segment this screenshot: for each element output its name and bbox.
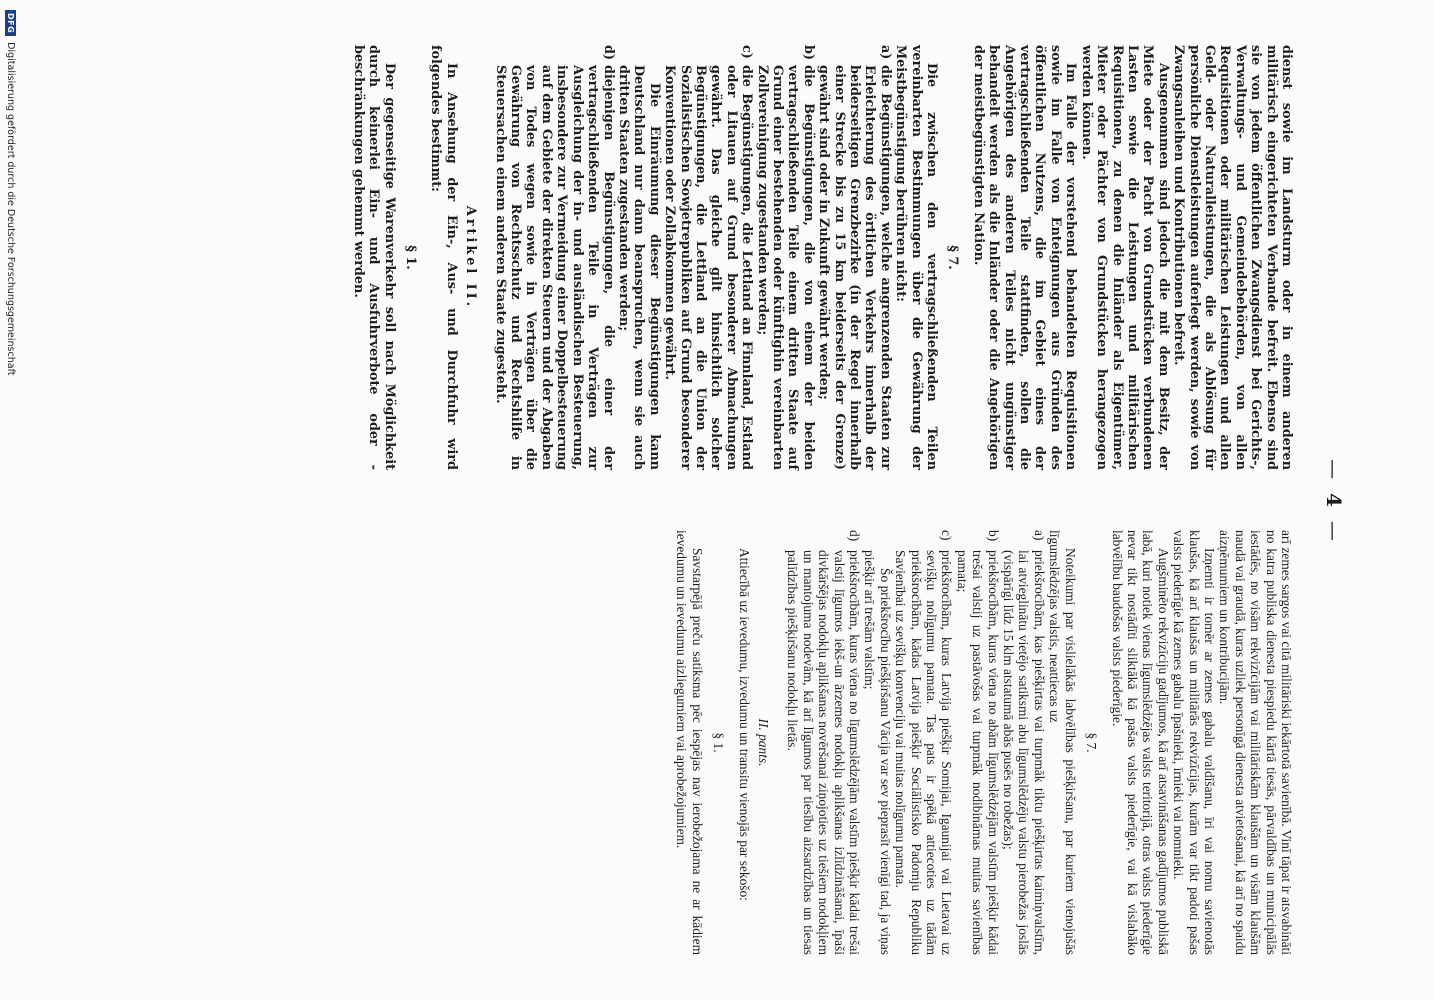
paragraph: Izņemti ir tomēr ar zemes gabalu valdīšanu, īri vai nomu savienotās klaušas, kā arī klaušas un militārās rekvizīcijas, kurām var tikt padoti pašas valsts piederīgie kā zemes gabalu īpašnieki, īrnieki vai nomnieki. xyxy=(1171,530,1217,955)
list-text: die Begünstigungen, die von einem der beiden vertragschließenden Teile einem dritten Staate auf Grund einer bestehenden oder künftighin vereinbarten Zollvereinigung zugestanden werden; xyxy=(754,65,816,470)
paragraph: In Ansehung der Ein-, Aus- und Durchfuhr wird folgendes bestimmt: xyxy=(428,45,459,470)
section-heading: § 7. xyxy=(945,245,961,270)
page-dash-left: — xyxy=(1322,459,1346,480)
german-column xyxy=(350,45,1294,470)
paragraph: Noteikumi par vislielākās labvēlības piešķiršanu, par kuriem vienojušās līgumslēdzējas valstis, neattiecas uz xyxy=(1047,530,1078,955)
list-label: a) xyxy=(877,45,893,60)
list-item xyxy=(785,530,862,955)
list-text: priekšrocībām, kuras Latvija piešķir Somijai, Igaunijai vai Lietavai uz sevišķu nolīgumu pamata. Tas pats ir spēkā attiecoties uz tādām priekšrocībām, kādas Latvija piešķir Sociālistisko Padomju Republiku Savienībai uz sevišķu konvenciju vai muitas nolīgumu pamata. xyxy=(893,550,955,955)
list-item xyxy=(1001,530,1047,955)
list-item xyxy=(954,530,1000,955)
paragraph: arī zemes sargos vai citā militāriski iekārtotā savienībā. Vinī tāpat ir atsvabināti no katra publiska dienesta piespiedu kārtā tiesās, pārvaldības un municipālās iestādēs, no visām rekvizīcijām vai militāriskām klaušām un visām klaušām naudā vai graudā, kuras uzliek personīgā dienesta atvietošanai, kā arī no spaidu aizņēmumiem un kontribucijām. xyxy=(1217,530,1294,956)
list-text: priekšrocībām, kuras viena no līgumslēdzējām valstīm piešķir kādai trešai valstij līgumos iekš-un ārzemes nodokļu aplikšanas izlīdzināšanai, īpaši divkāršējas nodokļu aplikšanas novēršanai ziņojoties uz tiešiem nodokļiem un mantojuma nodevām, kā arī līgumos par tiesību aizsardzības un tiesas palīdzības piešķiršanu nodokļu lietās. xyxy=(785,550,863,955)
list-item xyxy=(893,530,955,955)
list-item xyxy=(492,45,615,470)
list-text: priekšrocībām, kuras viena no abām līgumslēdzējām valstīm piešķir kādai trešai valstij uz pastāvošas vai turpmāk nodibināmas muitas savienības pamata; xyxy=(954,550,1001,955)
article-title: II. pants. xyxy=(756,718,771,767)
footer-text: Digitalisierung gefördert durch die Deutsche Forschungsgemeinschaft xyxy=(5,42,16,376)
paragraph: Die zwischen den vertragschließenden Teilen vereinbarten Bestimmungen über die Gewährung der Meistbegünstigung berühren nicht: xyxy=(893,45,940,470)
list-item xyxy=(816,45,893,470)
list-text: diejenigen Begünstigungen, die einer der vertragschließenden Teile in Verträgen zur Ausgleichung der in- und ausländischen Besteuerung, insbesondere zur Vermeidung einer Doppelbesteuerung auf dem Gebiete der direkten Steuern und der Abgaben von Todes wegen sowie in Verträgen über die Gewährung von Rechtsschutz und Rechtshilfe in Steuersachen einem anderen Staate zugesteht. xyxy=(492,65,616,470)
list-label: b) xyxy=(800,45,816,61)
list-text: die Begünstigungen, welche angrenzenden Staaten zur Erleichterung des örtlichen Verkehrs innerhalb der beiderseitigen Grenzbezirke (in der Regel innerhalb einer Strecke bis zu 15 km beiderseits der Grenze) gewährt sind oder in Zukunft gewährt werden; xyxy=(816,65,893,470)
page-dash-right: — xyxy=(1322,520,1346,541)
footer xyxy=(5,0,16,1000)
paragraph: dienst sowie im Landsturm oder in einem anderen militärisch eingerichteten Verbande befreit. Ebenso sind sie von jedem öffentlichen Zwangsdienst bei Gerichts-, Verwaltungs- und Gemeindebehörden, von allen Requisitionen oder militärischen Leistungen und allen Geld- oder Naturalleistungen, die als Ablösung für persönliche Dienstleistungen auferlegt werden, sowie von Zwangsanleihen und Kontributionen befreit. xyxy=(1171,45,1294,470)
list-label: c) xyxy=(739,45,755,59)
paragraph: Die Einräumung dieser Begünstigungen kann Deutschland nur dann beanspruchen, wenn sie auch dritten Staaten zugestanden werden; xyxy=(615,65,662,470)
section-heading: § 1. xyxy=(403,245,419,270)
section-heading: § 1. xyxy=(711,732,727,753)
paragraph: Augšminēto rekvizīciju gadījumos, kā arī atsavināšanas gadījumos publiskā labā, kuri notiek vienas līgumslēdzējas valsts teritorijā, otras valsts piederīgie nevar tikt nostādīti sliktākā kā pašas valsts piederīgie, vai kā vislabāko labvēlību baudošas valsts piederīgie. xyxy=(1109,530,1171,955)
paragraph: Der gegenseitige Warenverkehr soll nach Möglichkeit durch keinerlei Ein- und Ausfuhrverbote oder -beschränkungen gehemmt werden. xyxy=(350,45,397,470)
list-item xyxy=(754,45,816,470)
section-heading: § 7. xyxy=(1084,732,1100,753)
paragraph: Ausgenommen sind jedoch die mit dem Besitz, der Miete oder der Pacht von Grundstücken verbundenen Lasten sowie die Leistungen und militärischen Requisitionen, zu denen die Inländer als Eigentümer, Mieter oder Pächter von Grundstücken herangezogen werden können. xyxy=(1078,45,1171,470)
list-label: b) xyxy=(985,530,1001,542)
list-label: d) xyxy=(600,45,616,61)
page-number-value: 4 xyxy=(1322,493,1346,507)
list-text: die Begünstigungen, die Lettland an Finnland, Estland oder Litauen auf Grund besonderer Abmachungen gewährt. Das gleiche gilt hinsichtlich solcher Begünstigungen, die Lettland an die Union der Sozialistischen Sowjetrepubliken auf Grund besonderer Konventionen oder Zollabkommen gewährt. xyxy=(662,65,755,470)
list-item xyxy=(662,45,754,470)
paragraph: Im Falle der vorstehend behandelten Requisitionen sowie im Falle von Enteignungen aus Gründen des öffentlichen Nutzens, die im Gebiet eines der vertragschließenden Teile stattfinden, sollen die Angehörigen des anderen Teiles nicht ungünstiger behandelt werden als die Inländer oder die Angehörigen der meistbegünstigten Nation. xyxy=(970,45,1079,470)
article-title: Artikel II. xyxy=(463,205,479,310)
paragraph: Šo priekšrocību piešķiršanu Vācija var sev pieprasīt vienīgi tad, ja viņas piešķir arī trešām valstīm; xyxy=(862,550,893,955)
list-label: d) xyxy=(847,530,863,542)
paragraph: Savstarpējā preču satiksma pēc iespējas nav ierobežojama ne ar kādiem ievedumu un ievedumu aizliegumiem vai aprobežojumiem. xyxy=(674,530,705,955)
list-label: a) xyxy=(1031,530,1047,541)
list-label: c) xyxy=(939,530,955,541)
paragraph: Attiecībā uz ievedumu, izvedumu un transitu vienojās par sekošo: xyxy=(736,548,752,901)
latvian-column xyxy=(674,530,1294,955)
list-text: priekšrocībām, kas piešķirtas vai turpmāk tiktu piešķirtas kaimiņvalstīm, lai atvieglinātu vietējo satiksmi abu līgumslēdzēju valstu pierobežas joslās (vispārīgi līdz 15 klm atstatumā abās pusēs no robežas); xyxy=(1001,550,1047,955)
page-number xyxy=(1322,0,1346,1000)
dfg-logo-icon: DFG xyxy=(5,10,16,36)
